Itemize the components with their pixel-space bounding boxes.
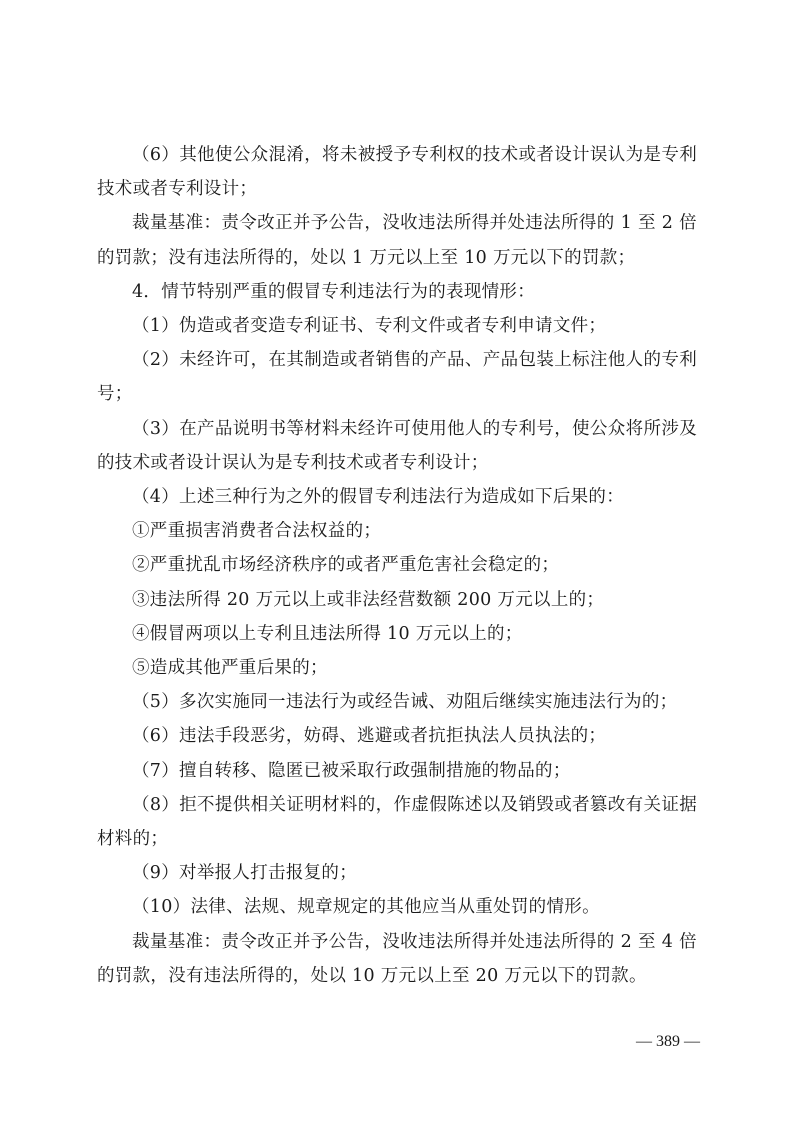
paragraph: （4）上述三种行为之外的假冒专利违法行为造成如下后果的： bbox=[132, 487, 625, 508]
paragraph: （3）在产品说明书等材料未经许可使用他人的专利号，使公众将所涉及的技术或者设计误认为是专利技术或者专利设计； bbox=[97, 418, 697, 473]
list-item: ②严重扰乱市场经济秩序的或者严重危害社会稳定的； bbox=[132, 555, 560, 576]
paragraph: （2）未经许可，在其制造或者销售的产品、产品包装上标注他人的专利号； bbox=[97, 350, 697, 405]
body-text bbox=[97, 138, 697, 993]
list-item: ⑤造成其他严重后果的； bbox=[132, 658, 328, 679]
paragraph: （10）法律、法规、规章规定的其他应当从重处罚的情形。 bbox=[132, 897, 600, 918]
list-item: ③违法所得 20 万元以上或非法经营数额 200 万元以上的； bbox=[132, 589, 605, 610]
paragraph: （9）对举报人打击报复的； bbox=[132, 863, 358, 884]
paragraph: 裁量基准：责令改正并予公告，没收违法所得并处违法所得的 1 至 2 倍的罚款；没有违法所得的，处以 1 万元以上至 10 万元以下的罚款； bbox=[97, 213, 697, 268]
list-item: ④假冒两项以上专利且违法所得 10 万元以上的； bbox=[132, 623, 523, 644]
paragraph: （1）伪造或者变造专利证书、专利文件或者专利申请文件； bbox=[132, 316, 607, 337]
paragraph: （6）违法手段恶劣，妨碍、逃避或者抗拒执法人员执法的； bbox=[132, 726, 607, 747]
section-heading: 4．情节特别严重的假冒专利违法行为的表现情形： bbox=[132, 281, 536, 302]
page-number: — 389 — bbox=[636, 1033, 700, 1050]
list-item: ①严重损害消费者合法权益的； bbox=[132, 521, 382, 542]
paragraph: （8）拒不提供相关证明材料的，作虚假陈述以及销毁或者篡改有关证据材料的； bbox=[97, 794, 697, 850]
paragraph: （5）多次实施同一违法行为或经告诫、劝阻后继续实施违法行为的； bbox=[132, 692, 678, 713]
paragraph: 裁量基准：责令改正并予公告，没收违法所得并处违法所得的 2 至 4 倍的罚款，没有违法所得的，处以 10 万元以上至 20 万元以下的罚款。 bbox=[97, 931, 697, 986]
paragraph: （7）擅自转移、隐匿已被采取行政强制措施的物品的； bbox=[132, 760, 571, 781]
paragraph: （6）其他使公众混淆，将未被授予专利权的技术或者设计误认为是专利技术或者专利设计； bbox=[97, 145, 697, 200]
